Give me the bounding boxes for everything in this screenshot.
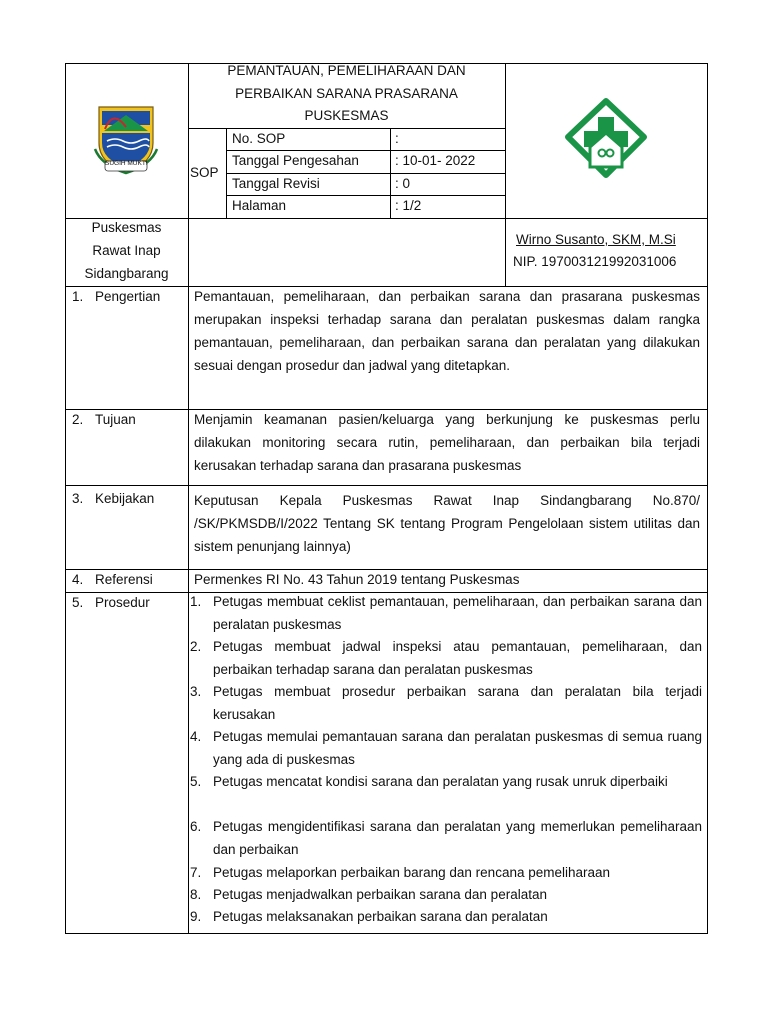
section-4-title: Referensi: [95, 572, 153, 587]
sop-label: SOP: [190, 165, 219, 180]
field-value-tanggal-pengesahan: : 10-01- 2022: [395, 153, 476, 168]
step-text: Petugas membuat jadwal inspeksi atau pemantauan, pemeliharaan, dan perbaikan terhadap sarana dan peralatan puskesmas: [213, 639, 702, 677]
procedure-step: [190, 681, 702, 726]
step-text: Petugas melaporkan perbaikan barang dan rencana pemeliharaan: [213, 865, 611, 880]
org-name-line-1: Puskesmas: [91, 220, 162, 235]
section-4-text: Permenkes RI No. 43 Tahun 2019 tentang Puskesmas: [194, 572, 520, 587]
procedure-step: [190, 816, 702, 861]
section-5-number: 5.: [72, 595, 84, 610]
step-text: Petugas menjadwalkan perbaikan sarana dan peralatan: [213, 887, 547, 902]
section-3-number: 3.: [72, 491, 84, 506]
step-number: 7.: [190, 865, 202, 880]
field-value-no-sop: :: [395, 131, 399, 146]
section-1-number: 1.: [72, 289, 84, 304]
header-divider-left: [188, 63, 189, 934]
org-name-line-3: Sidangbarang: [84, 266, 169, 281]
procedure-step: [190, 884, 702, 907]
field-value-tanggal-revisi: : 0: [395, 176, 411, 191]
section-2-title: Tujuan: [95, 412, 136, 427]
step-number: 3.: [190, 684, 202, 699]
table-border-right: [707, 63, 708, 934]
step-text: Petugas membuat ceklist pemantauan, pemeliharaan, dan perbaikan sarana dan peralatan puskesmas: [213, 594, 702, 632]
page-title-line-2: PERBAIKAN SARANA PRASARANA: [235, 86, 458, 101]
procedure-step: [190, 906, 702, 929]
step-number: 5.: [190, 774, 202, 789]
step-text: Petugas melaksanakan perbaikan sarana dan peralatan: [213, 909, 548, 924]
field-label-halaman: Halaman: [232, 198, 287, 213]
field-value-halaman: : 1/2: [395, 198, 422, 213]
section-divider-2: [65, 485, 708, 486]
step-text: Petugas memulai pemantauan sarana dan peralatan puskesmas di semua ruang yang ada di puskesmas: [213, 729, 702, 767]
step-text: Petugas mengidentifikasi sarana dan peralatan yang memerlukan pemeliharaan dan perbaikan: [213, 819, 702, 857]
procedure-step: [190, 591, 702, 636]
field-label-no-sop: No. SOP: [232, 131, 286, 146]
section-2-number: 2.: [72, 412, 84, 427]
signer-name: Wirno Susanto, SKM, M.Si: [516, 232, 676, 247]
step-text: Petugas mencatat kondisi sarana dan peralatan yang rusak unruk diperbaiki: [213, 774, 668, 789]
health-cross-house-icon: [564, 97, 648, 179]
page-title-line-1: PEMANTAUAN, PEMELIHARAAN DAN: [227, 63, 466, 78]
step-number: 2.: [190, 639, 202, 654]
section-1-title: Pengertian: [95, 289, 161, 304]
step-number: 9.: [190, 909, 202, 924]
section-3-text: Keputusan Kepala Puskesmas Rawat Inap Sindangbarang No.870/ /SK/PKMSDB/I/2022 Tentang SK tentang Program Pengelolaan sistem utilitas dan sistem penunjang lainnya): [194, 493, 700, 554]
section-5-title: Prosedur: [95, 595, 150, 610]
section-4-number: 4.: [72, 572, 84, 587]
procedure-step: [190, 862, 702, 885]
table-border-left: [65, 63, 66, 934]
step-number: 6.: [190, 819, 202, 834]
step-text: Petugas membuat prosedur perbaikan sarana dan peralatan bila terjadi kerusakan: [213, 684, 702, 722]
procedure-step: [190, 636, 702, 681]
signer-nip: NIP. 197003121992031006: [513, 254, 677, 269]
step-number: 1.: [190, 594, 202, 609]
step-number: 4.: [190, 729, 202, 744]
table-border-bottom: [65, 933, 708, 934]
procedure-step: [190, 726, 702, 771]
header-divider-right: [505, 63, 506, 286]
crest-motto: SUGIH MUKTI: [105, 160, 148, 167]
page-title-line-3: PUSKESMAS: [304, 108, 389, 123]
org-name-line-2: Rawat Inap: [92, 243, 161, 258]
section-3-title: Kebijakan: [95, 491, 155, 506]
section-2-text: Menjamin keamanan pasien/keluarga yang berkunjung ke puskesmas perlu dilakukan monitoring secara rutin, pemeliharaan, dan perbaikan bila terjadi kerusakan terhadap sarana dan prasarana puskesmas: [194, 412, 700, 473]
field-label-tanggal-pengesahan: Tanggal Pengesahan: [232, 153, 359, 168]
section-1-text: Pemantauan, pemeliharaan, dan perbaikan sarana dan prasarana puskesmas merupakan inspeksi terhadap sarana dan peralatan puskesmas dalam rangka pemantauan, pemeliharaan, dan perbaikan sarana dan peralatan yang dilakukan sesuai dengan prosedur dan jadwal yang ditetapkan.: [194, 289, 700, 373]
step-number: 8.: [190, 887, 202, 902]
procedure-step: [190, 771, 702, 794]
field-label-tanggal-revisi: Tanggal Revisi: [232, 176, 320, 191]
